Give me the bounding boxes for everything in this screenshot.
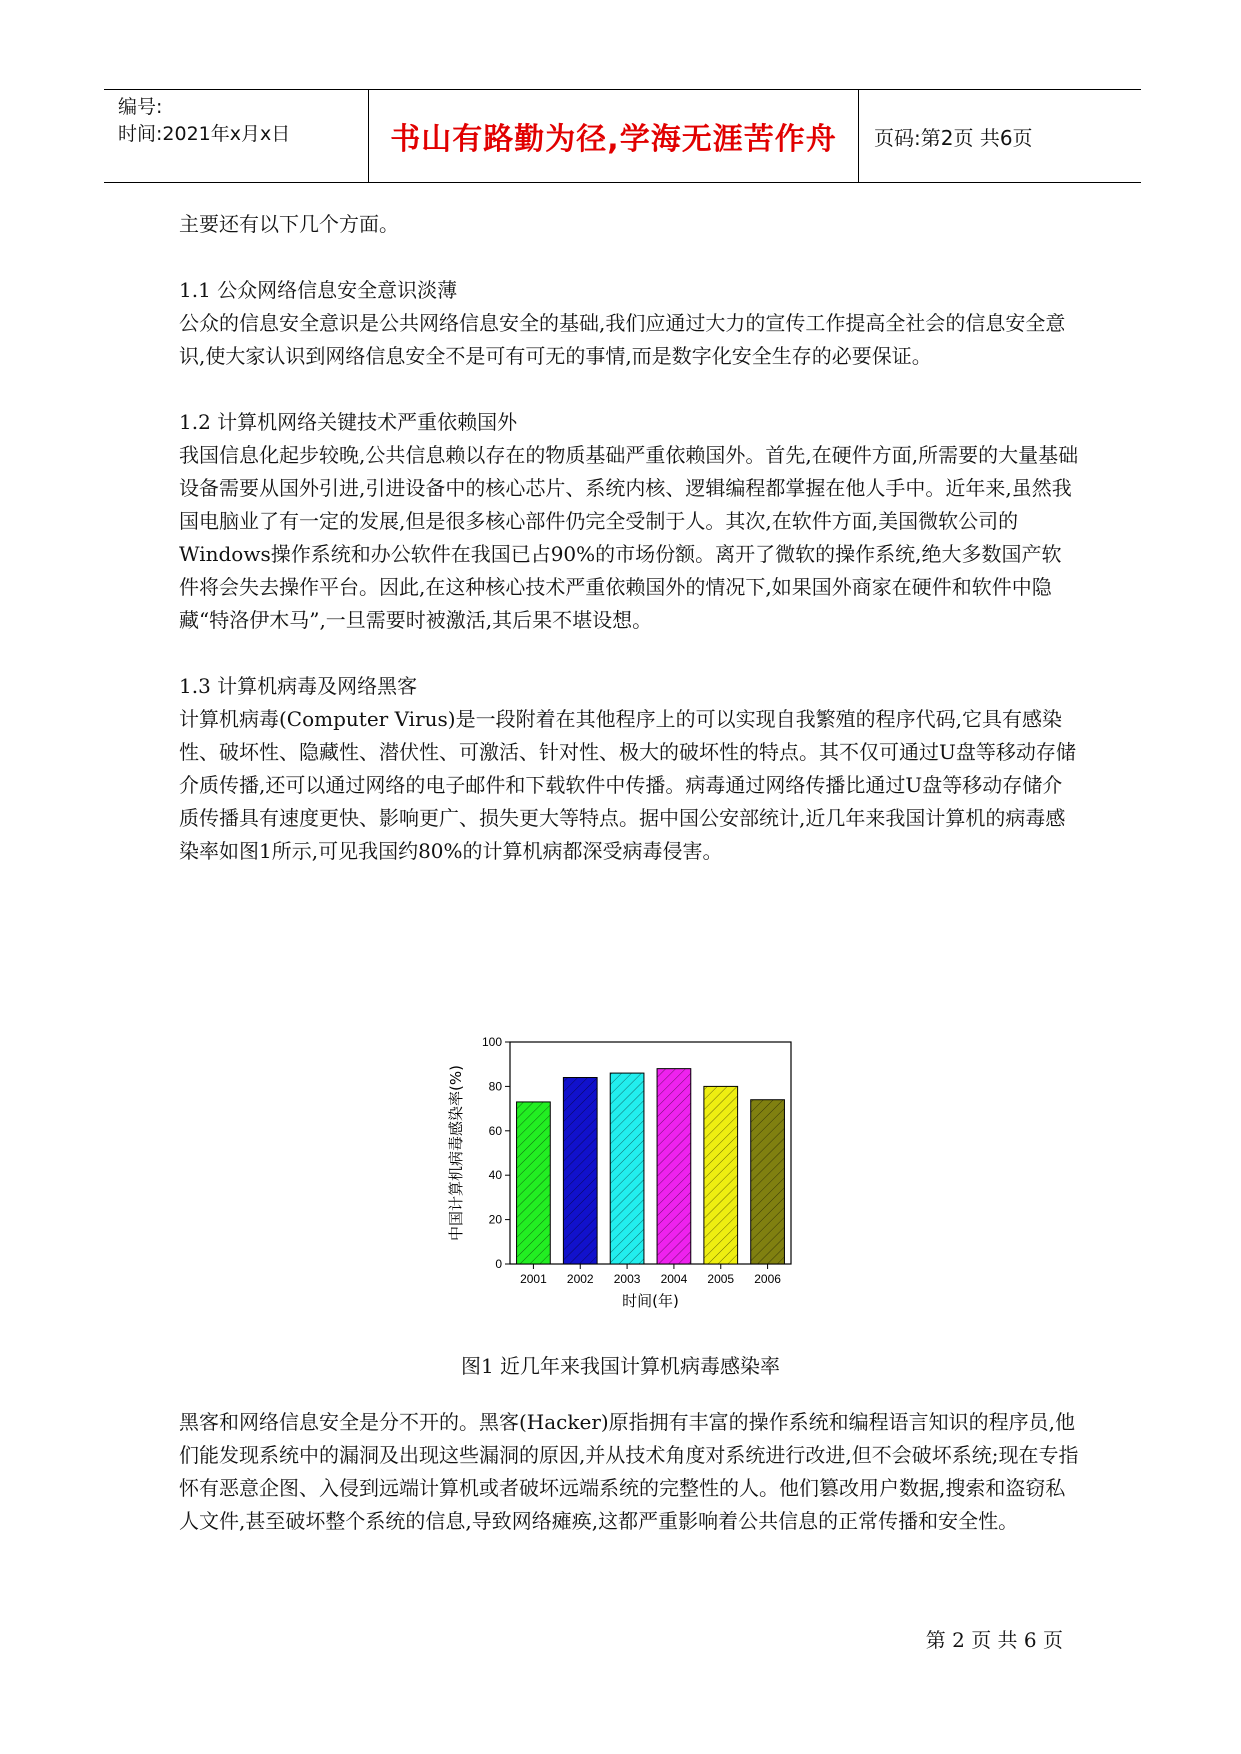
time-label: 时间:2021年x月x日 <box>118 123 291 145</box>
hacker-paragraph: 黑客和网络信息安全是分不开的。黑客(Hacker)原指拥有丰富的操作系统和编程语言知识的程序员,他们能发现系统中的漏洞及出现这些漏洞的原因,并从技术角度对系统进行改进,但不会破坏系统;现在专指怀有恶意企图、入侵到远端计算机或者破坏远端系统的完整性的人。他们篡改用户数据,搜索和盗窃私人文件,甚至破坏整个系统的信息,导致网络瘫痪,这都严重影响着公共信息的正常传播和安全性。 <box>179 1410 1079 1533</box>
figure-caption: 图1 近几年来我国计算机病毒感染率 <box>460 1354 781 1378</box>
section-1-title: 1.1 公众网络信息安全意识淡薄 <box>179 278 458 302</box>
x-tick-label: 2006 <box>754 1272 781 1286</box>
header-motto-cell <box>368 90 859 182</box>
motto: 书山有路勤为径,学海无涯苦作舟 <box>390 122 837 157</box>
x-axis-label: 时间(年) <box>622 1292 679 1310</box>
section-2-title: 1.2 计算机网络关键技术严重依赖国外 <box>179 410 518 434</box>
y-tick-label: 60 <box>488 1123 502 1138</box>
main-content <box>179 208 1079 868</box>
bar-hatch-2002 <box>563 1078 597 1264</box>
page-footer: 第 2 页 共 6 页 <box>925 1628 1063 1652</box>
bar-hatch-2001 <box>517 1102 551 1264</box>
x-tick-label: 2001 <box>520 1272 547 1286</box>
y-tick-label: 0 <box>495 1257 502 1271</box>
chart-svg <box>430 1017 830 1362</box>
serial-label: 编号: <box>118 96 163 118</box>
y-axis-label: 中国计算机病毒感染率(%) <box>447 1065 465 1241</box>
y-tick-label: 20 <box>488 1212 502 1227</box>
section-3-text: 计算机病毒(Computer Virus)是一段附着在其他程序上的可以实现自我繁殖的程序代码,它具有感染性、破坏性、隐藏性、潜伏性、可激活、针对性、极大的破坏性的特点。其不仅可通过U盘等移动存储介质传播,还可以通过网络的电子邮件和下载软件中传播。病毒通过网络传播比通过U盘等移动存储介质传播具有速度更快、影响更广、损失更大等特点。据中国公安部统计,近几年来我国计算机的病毒感染率如图1所示,可见我国约80%的计算机病都深受病毒侵害。 <box>179 707 1076 863</box>
bar-hatch-2003 <box>610 1073 644 1264</box>
x-tick-label: 2003 <box>613 1272 641 1286</box>
header-page-cell <box>857 90 1141 182</box>
infection-rate-chart <box>430 1017 830 1362</box>
x-tick-label: 2005 <box>707 1272 735 1286</box>
section-1-text: 公众的信息安全意识是公共网络信息安全的基础,我们应通过大力的宣传工作提高全社会的信息安全意识,使大家认识到网络信息安全不是可有可无的事情,而是数字化安全生存的必要保证。 <box>179 311 1066 368</box>
y-tick-label: 80 <box>488 1079 502 1094</box>
bar-hatch-2005 <box>704 1086 738 1264</box>
hacker-section <box>179 1406 1079 1538</box>
intro-paragraph: 主要还有以下几个方面。 <box>179 212 399 236</box>
header-meta <box>118 90 368 182</box>
x-tick-label: 2004 <box>660 1272 688 1286</box>
section-2-text: 我国信息化起步较晚,公共信息赖以存在的物质基础严重依赖国外。首先,在硬件方面,所需要的大量基础设备需要从国外引进,引进设备中的核心芯片、系统内核、逻辑编程都掌握在他人手中。近年来,虽然我国电脑业了有一定的发展,但是很多核心部件仍完全受制于人。其次,在软件方面,美国微软公司的Windows操作系统和办公软件在我国已占90%的市场份额。离开了微软的操作系统,绝大多数国产软件将会失去操作平台。因此,在这种核心技术严重依赖国外的情况下,如果国外商家在硬件和软件中隐藏“特洛伊木马”,一旦需要时被激活,其后果不堪设想。 <box>179 443 1079 632</box>
page-header <box>104 89 1141 183</box>
y-tick-label: 100 <box>481 1035 502 1049</box>
plot-frame <box>510 1042 791 1264</box>
x-tick-label: 2002 <box>566 1272 594 1286</box>
y-tick-label: 40 <box>488 1168 502 1183</box>
bar-hatch-2004 <box>657 1069 691 1264</box>
page-label: 页码:第2页 共6页 <box>874 125 1033 150</box>
section-3-title: 1.3 计算机病毒及网络黑客 <box>179 674 418 698</box>
bar-hatch-2006 <box>751 1100 785 1264</box>
